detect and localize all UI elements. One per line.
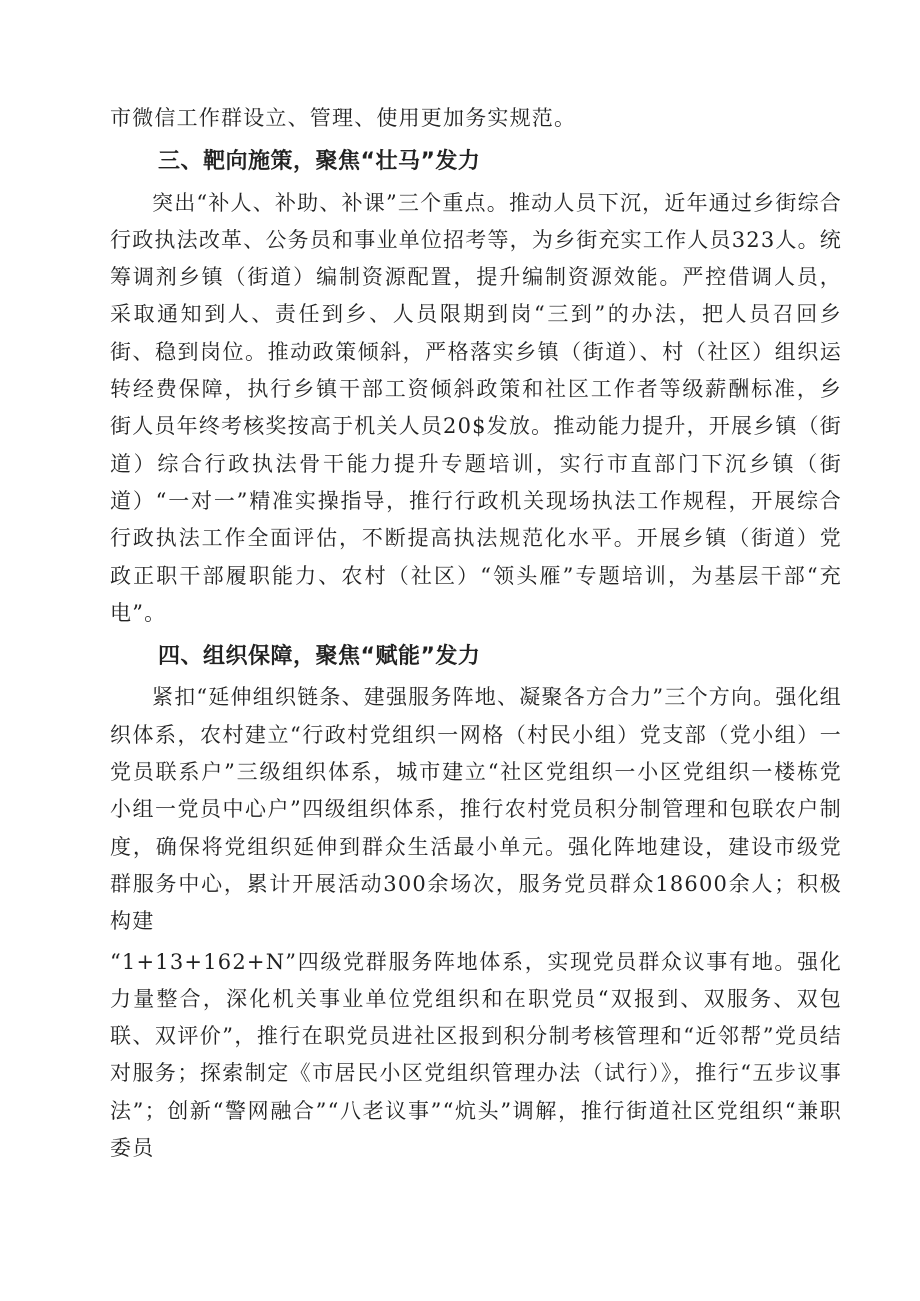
paragraph-section-3-body: 突出“补人、补助、补课”三个重点。推动人员下沉，近年通过乡街综合行政执法改革、公务员和事业单位招考等，为乡街充实工作人员323人。统筹调剂乡镇（街道）编制资源配置，提升编制资源效能。严控借调人员，采取通知到人、责任到乡、人员限期到岗“三到”的办法，把人员召回乡街、稳到岗位。推动政策倾斜，严格落实乡镇（街道）、村（社区）组织运转经费保障，执行乡镇干部工资倾斜政策和社区工作者等级薪酬标准，乡街人员年终考核奖按高于机关人员20$发放。推动能力提升，开展乡镇（街道）综合行政执法骨干能力提升专题培训，实行市直部门下沉乡镇（街道）“一对一”精准实操指导，推行行政机关现场执法工作规程，开展综合行政执法工作全面评估，不断提高执法规范化水平。开展乡镇（街道）党政正职干部履职能力、农村（社区）“领头雁”专题培训，为基层干部“充电”。 — [110, 190, 842, 625]
section-heading-4: 四、组织保障，聚焦“赋能”发力 — [158, 644, 481, 670]
paragraph-section-4-body: 紧扣“延伸组织链条、建强服务阵地、凝聚各方合力”三个方向。强化组织体系，农村建立“行政村党组织一网格（村民小组）党支部（党小组）一党员联系户”三级组织体系，城市建立“社区党组织一小区党组织一楼栋党小组一党员中心户”四级组织体系，推行农村党员积分制管理和包联农户制度，确保将党组织延伸到群众生活最小单元。强化阵地建设，建设市级党群服务中心，累计开展活动300余场次，服务党员群众18600余人；积极构建 — [110, 685, 842, 934]
paragraph-section-4-continued: “1+13+162+N”四级党群服务阵地体系，实现党员群众议事有地。强化力量整合，深化机关事业单位党组织和在职党员“双报到、双服务、双包联、双评价”，推行在职党员进社区报到积分制考核管理和“近邻帮”党员结对服务；探索制定《市居民小区党组织管理办法（试行）》，推行“五步议事法”；创新“警网融合”“八老议事”“炕头”调解，推行街道社区党组织“兼职委员 — [110, 949, 842, 1161]
section-heading-3: 三、靶向施策，聚焦“壮马”发力 — [158, 149, 481, 175]
paragraph-intro-continuation: 市微信工作群设立、管理、使用更加务实规范。 — [110, 106, 577, 130]
